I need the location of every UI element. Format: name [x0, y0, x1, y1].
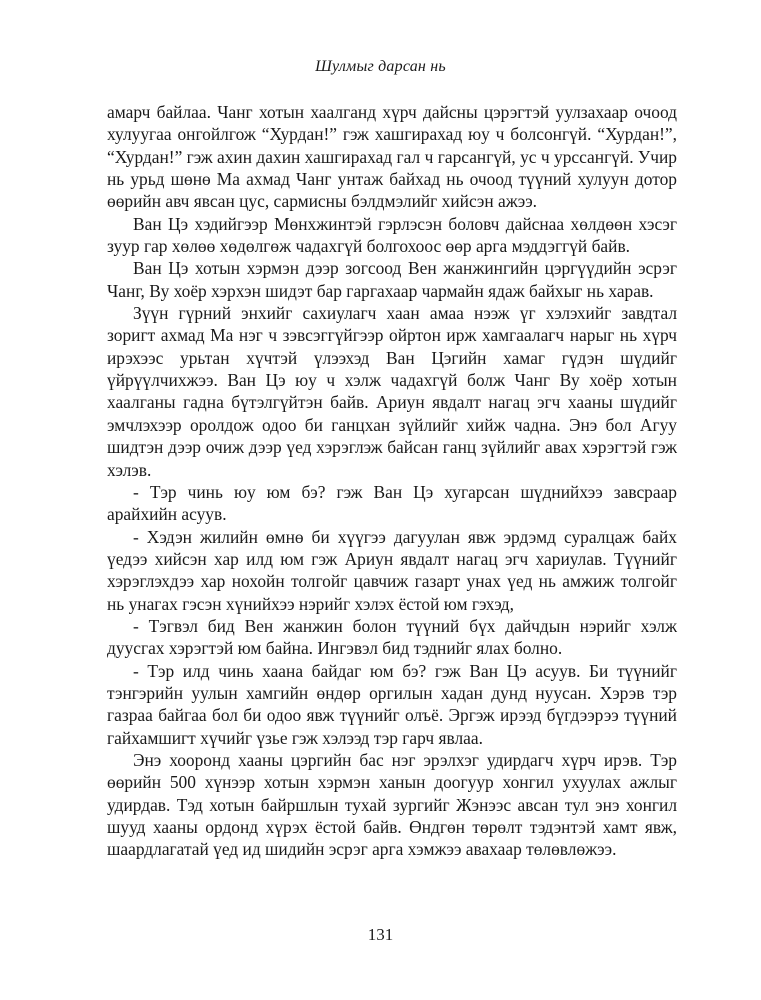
body-text	[107, 101, 677, 861]
page-number: 131	[367, 925, 394, 944]
paragraph: - Тэр илд чинь хаана байдаг юм бэ? гэж Ван Цэ асуув. Би түүнийг тэнгэрийн уулын хамгийн өндөр оргилын хадан дунд нуусан. Хэрэв тэр газраа байгаа бол би одоо явж түүнийг олъё. Эргэж ирээд бүгдээрээ түүний гайхамшигт хүчийг үзье гэж хэлээд тэр гарч явлаа.	[107, 660, 677, 748]
paragraph: амарч байлаа. Чанг хотын хаалганд хүрч дайсны цэрэгтэй уулзахаар очоод хулуугаа онгойлгож “Хурдан!” гэж хашгирахад юу ч болсонгүй. “Хурдан!”, “Хурдан!” гэж ахин дахин хашгирахад гал ч гарсангүй, ус ч урссангүй. Учир нь урьд шөнө Ма ахмад Чанг унтаж байхад нь очоод түүний хулуун дотор өөрийн авч явсан цус, сармисны бэлдмэлийг хийсэн ажээ.	[107, 102, 677, 212]
paragraph: Ван Цэ хотын хэрмэн дээр зогсоод Вен жанжингийн цэргүүдийн эсрэг Чанг, Ву хоёр хэрхэн шидэт бар гаргахаар чармайн ядаж байхыг нь харав.	[107, 258, 677, 301]
paragraph: Ван Цэ хэдийгээр Мөнхжинтэй гэрлэсэн боловч дайснаа хөлдөөн хэсэг зуур гар хөлөө хөдөлгөж чадахгүй болгохоос өөр арга мэддэггүй байв.	[107, 213, 677, 257]
paragraph: Зүүн гүрний энхийг сахиулагч хаан амаа нээж үг хэлэхийг завдтал зоригт ахмад Ма нэг ч зэвсэггүйгээр ойртон ирж хамгаалагч нарыг нь хүрч ирэхээс урьтан хүчтэй үлээхэд Ван Цэгийн хамаг гүдэн шүдийг үйрүүлчихжээ. Ван Цэ юу ч хэлж чадахгүй болж Чанг Ву хоёр хотын хаалганы гадна бүтэлгүйтэн байв. Ариун явдалт нагац эгч хааны шүдийг эмчлэхээр оролдож одоо би ганцхан зүйлийг хийж чадна. Энэ бол Агуу шидтэн дээр очиж дээр үед хэрэглэж байсан ганц зүйлийг авах хэрэгтэй гэж хэлэв.	[107, 303, 677, 480]
paragraph: - Тэгвэл бид Вен жанжин болон түүний бүх дайчдын нэрийг хэлж дуусгах хэрэгтэй юм байна. Ингэвэл бид тэднийг ялах болно.	[107, 615, 677, 659]
paragraph: Энэ хооронд хааны цэргийн бас нэг эрэлхэг удирдагч хүрч ирэв. Тэр өөрийн 500 хүнээр хотын хэрмэн ханын доогуур хонгил ухуулах ажлыг удирдав. Тэд хотын байршлын тухай зургийг Жэнээс авсан тул энэ хонгил шууд хааны ордонд хүрэх ёстой байв. Өндгөн төрөлт тэдэнтэй хамт явж, шаардлагатай үед ид шидийн эсрэг арга хэмжээ авахаар төлөвлөжээ.	[107, 749, 677, 860]
paragraph: - Хэдэн жилийн өмнө би хүүгээ дагуулан явж эрдэмд суралцаж байх үедээ хийсэн хар илд юм гэж Ариун явдалт нагац эгч хариулав. Түүнийг хэрэглэхдээ хар нохойн толгойг цавчиж газарт унах үед нь амжиж толгойг нь унагах гэсэн хүнийхээ нэрийг хэлэх ёстой юм гэхэд,	[107, 526, 677, 614]
paragraph: - Тэр чинь юу юм бэ? гэж Ван Цэ хугарсан шүднийхээ завсраар арайхийн асуув.	[107, 481, 677, 525]
running-head: Шулмыг дарсан нь	[315, 58, 446, 75]
